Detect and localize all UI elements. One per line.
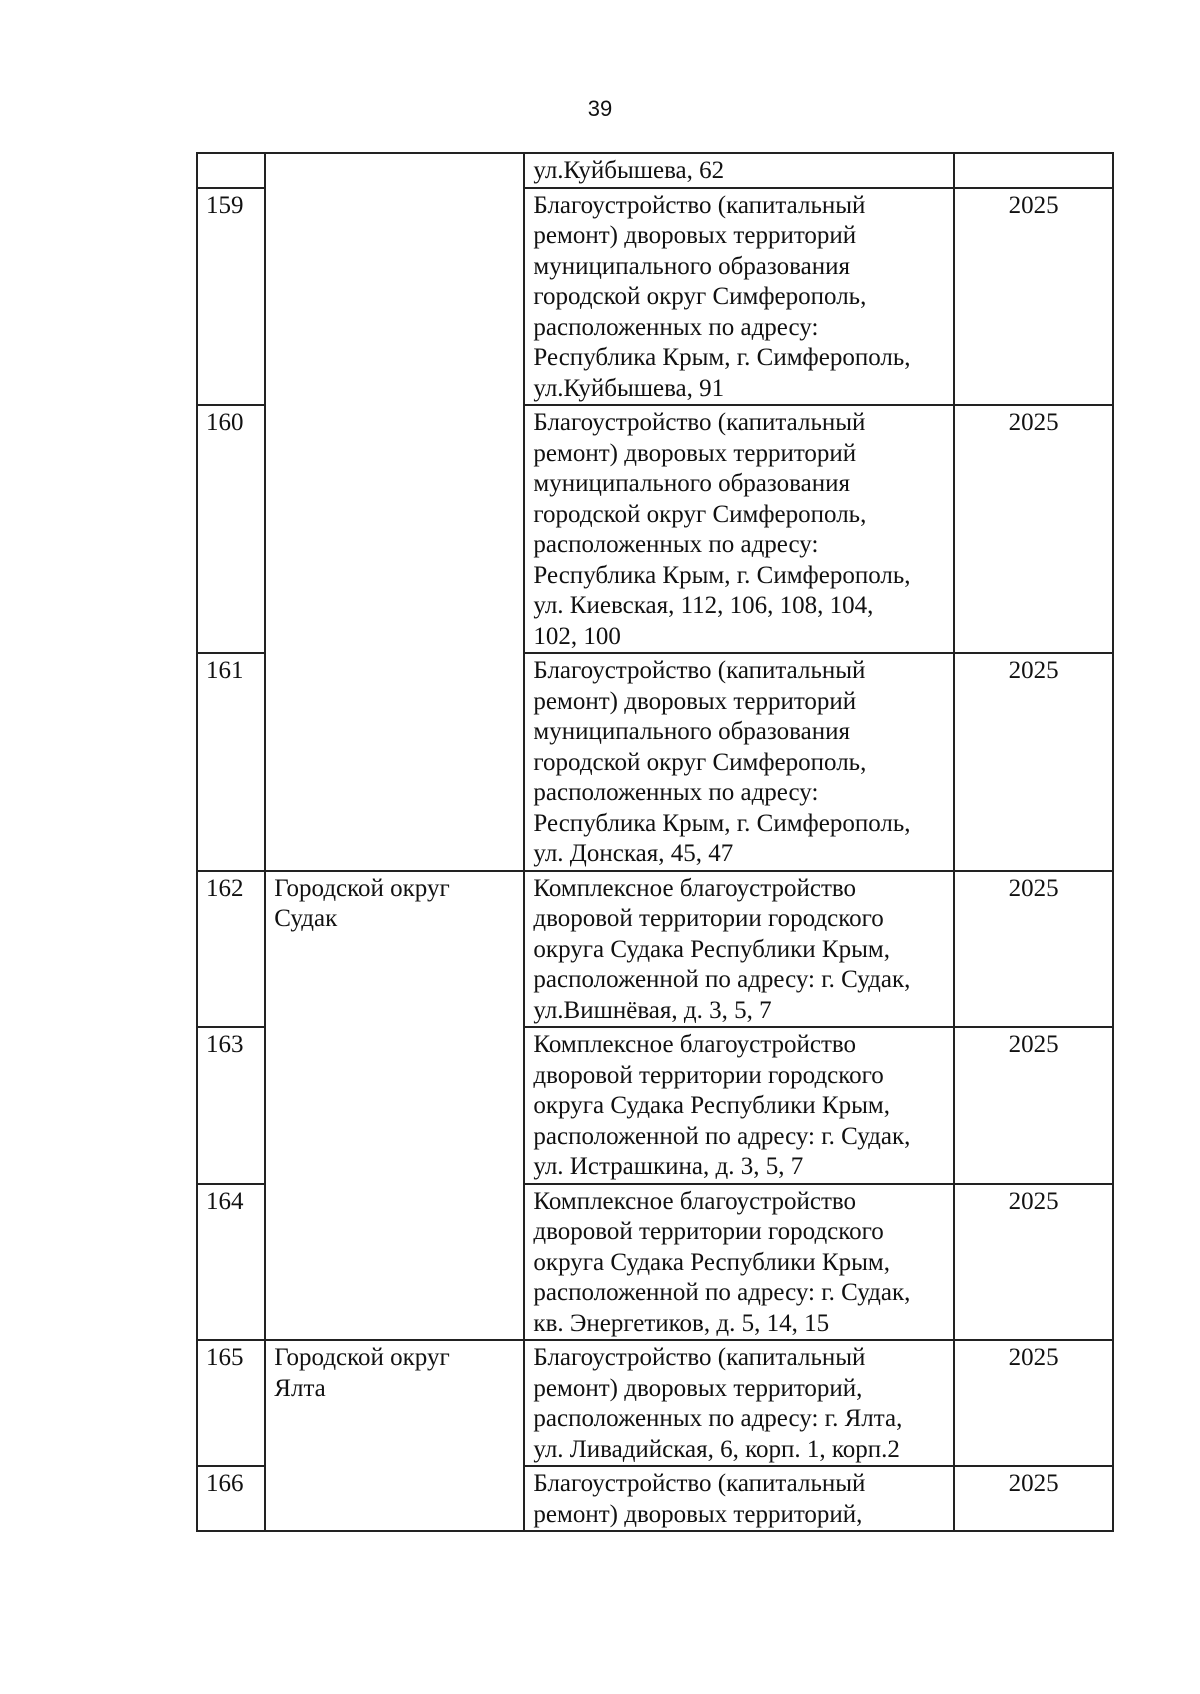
row-number: 164 [197, 1184, 265, 1341]
row-number: 165 [197, 1340, 265, 1466]
year-cell: 2025 [954, 1184, 1113, 1341]
page-number: 39 [587, 96, 613, 121]
description-cell: ул.Куйбышева, 62 [524, 153, 954, 188]
row-number: 161 [197, 653, 265, 871]
row-number: 160 [197, 405, 265, 653]
table-row [197, 1340, 1113, 1466]
year-cell: 2025 [954, 405, 1113, 653]
year-cell: 2025 [954, 188, 1113, 406]
year-cell: 2025 [954, 1466, 1113, 1531]
municipality-cell [265, 153, 524, 871]
row-number: 162 [197, 871, 265, 1028]
row-number: 166 [197, 1466, 265, 1531]
year-cell [954, 153, 1113, 188]
description-cell: Благоустройство (капитальный ремонт) дворовых территорий муниципального образования городской округ Симферополь, расположенных по адресу: Республика Крым, г. Симферополь, ул. Киевская, 112, 106, 108, 104, 102, 100 [524, 405, 954, 653]
program-table [196, 152, 1114, 1532]
row-number: 159 [197, 188, 265, 406]
description-cell: Благоустройство (капитальный ремонт) дворовых территорий, расположенных по адресу: г. Ялта, ул. Ливадийская, 6, корп. 1, корп.2 [524, 1340, 954, 1466]
municipality-cell: Городской округ Ялта [265, 1340, 524, 1531]
row-number: 163 [197, 1027, 265, 1184]
description-cell: Комплексное благоустройство дворовой территории городского округа Судака Республики Крым, расположенной по адресу: г. Судак, ул. Истрашкина, д. 3, 5, 7 [524, 1027, 954, 1184]
row-number [197, 153, 265, 188]
municipality-cell: Городской округ Судак [265, 871, 524, 1341]
year-cell: 2025 [954, 653, 1113, 871]
year-cell: 2025 [954, 1027, 1113, 1184]
description-cell: Комплексное благоустройство дворовой территории городского округа Судака Республики Крым, расположенной по адресу: г. Судак, кв. Энергетиков, д. 5, 14, 15 [524, 1184, 954, 1341]
table-row [197, 153, 1113, 188]
description-cell: Благоустройство (капитальный ремонт) дворовых территорий муниципального образования городской округ Симферополь, расположенных по адресу: Республика Крым, г. Симферополь, ул. Донская, 45, 47 [524, 653, 954, 871]
description-cell: Благоустройство (капитальный ремонт) дворовых территорий, [524, 1466, 954, 1531]
description-cell: Комплексное благоустройство дворовой территории городского округа Судака Республики Крым, расположенной по адресу: г. Судак, ул.Вишнёвая, д. 3, 5, 7 [524, 871, 954, 1028]
year-cell: 2025 [954, 871, 1113, 1028]
table-row [197, 871, 1113, 1028]
description-cell: Благоустройство (капитальный ремонт) дворовых территорий муниципального образования городской округ Симферополь, расположенных по адресу: Республика Крым, г. Симферополь, ул.Куйбышева, 91 [524, 188, 954, 406]
year-cell: 2025 [954, 1340, 1113, 1466]
